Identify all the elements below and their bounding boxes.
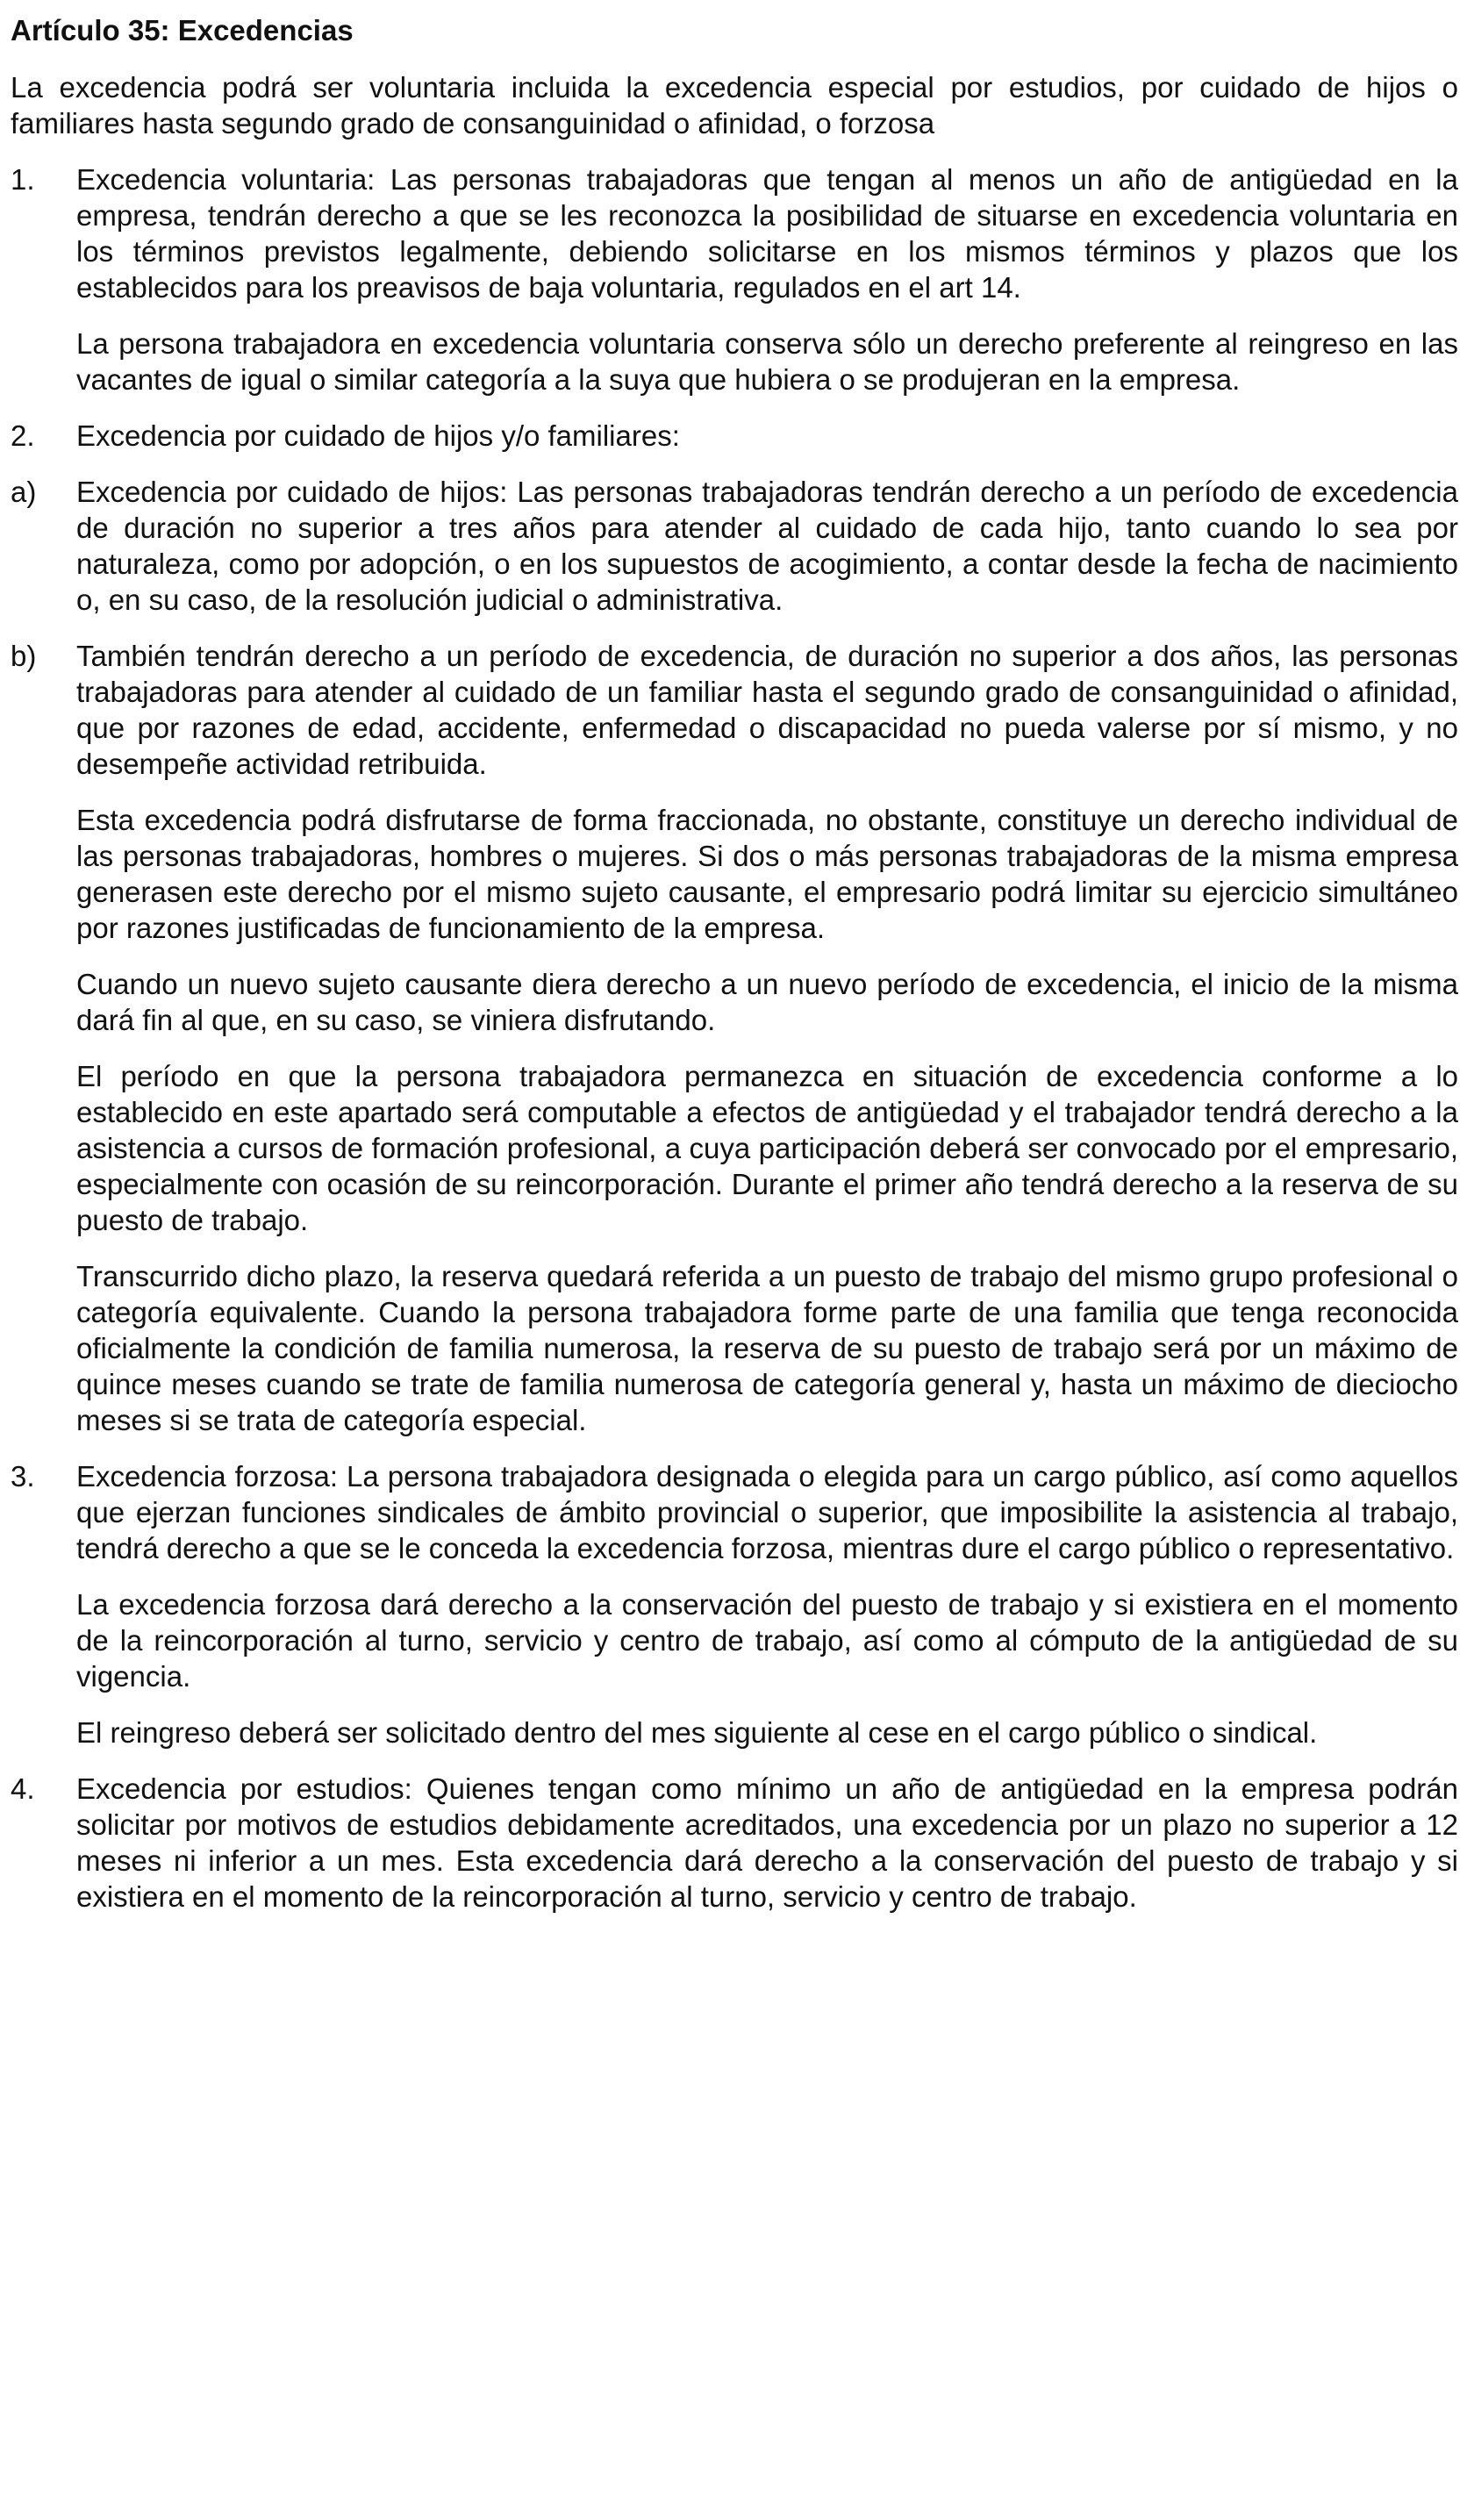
list-marker: 2.: [11, 419, 35, 452]
list-item-text: Excedencia por cuidado de hijos y/o familiares:: [76, 419, 680, 452]
list-item-text: También tendrán derecho a un período de excedencia, de duración no superior a dos años, las personas trabajadoras para atender al cuidado de un familiar hasta el segundo grado de consanguinidad o afinidad, que por razones de edad, accidente, enfermedad o discapacidad no pueda valerse por sí mismo, y no desempeñe actividad retribuida.: [76, 640, 1458, 780]
paragraph: Transcurrido dicho plazo, la reserva quedará referida a un puesto de trabajo del mismo grupo profesional o categoría equivalente. Cuando la persona trabajadora forme parte de una familia que tenga reconocida oficialmente la condición de familia numerosa, la reserva de su puesto de trabajo será por un máximo de quince meses cuando se trate de familia numerosa de categoría general y, hasta un máximo de dieciocho meses si se trata de categoría especial.: [76, 1260, 1458, 1436]
list-item-text: Excedencia voluntaria: Las personas trabajadoras que tengan al menos un año de antigüedad en la empresa, tendrán derecho a que se les reconozca la posibilidad de situarse en excedencia voluntaria en los términos previstos legalmente, debiendo solicitarse en los mismos términos y plazos que los establecidos para los preavisos de baja voluntaria, regulados en el art 14.: [76, 163, 1458, 304]
list-item-1: [11, 161, 1458, 305]
paragraph: La excedencia forzosa dará derecho a la conservación del puesto de trabajo y si existiera en el momento de la reincorporación al turno, servicio y centro de trabajo, así como al cómputo de la antigüedad de su vigencia.: [76, 1588, 1458, 1693]
list-marker: 3.: [11, 1460, 35, 1493]
list-marker: a): [11, 476, 37, 508]
list-marker: 4.: [11, 1772, 35, 1805]
paragraph: Esta excedencia podrá disfrutarse de forma fraccionada, no obstante, constituye un derecho individual de las personas trabajadoras, hombres o mujeres. Si dos o más personas trabajadoras de la misma empresa generasen este derecho por el mismo sujeto causante, el empresario podrá limitar su ejercicio simultáneo por razones justificadas de funcionamiento de la empresa.: [76, 804, 1458, 944]
list-item-4: [11, 1771, 1458, 1915]
intro-paragraph: La excedencia podrá ser voluntaria incluida la excedencia especial por estudios, por cuidado de hijos o familiares hasta segundo grado de consanguinidad o afinidad, o forzosa: [11, 71, 1458, 140]
article-title: Artículo 35: Excedencias: [11, 14, 354, 47]
list-item-text: Excedencia por estudios: Quienes tengan como mínimo un año de antigüedad en la empresa podrán solicitar por motivos de estudios debidamente acreditados, una excedencia por un plazo no superior a 12 meses ni inferior a un mes. Esta excedencia dará derecho a la conservación del puesto de trabajo y si existiera en el momento de la reincorporación al turno, servicio y centro de trabajo.: [76, 1772, 1458, 1913]
list-item-b: [11, 638, 1458, 782]
list-item-2: [11, 418, 1458, 454]
paragraph: La persona trabajadora en excedencia voluntaria conserva sólo un derecho preferente al reingreso en las vacantes de igual o similar categoría a la suya que hubiera o se produjeran en la empresa.: [76, 327, 1458, 396]
paragraph: El reingreso deberá ser solicitado dentro del mes siguiente al cese en el cargo público o sindical.: [76, 1716, 1318, 1749]
list-item-text: Excedencia por cuidado de hijos: Las personas trabajadoras tendrán derecho a un período de excedencia de duración no superior a tres años para atender al cuidado de cada hijo, tanto cuando lo sea por naturaleza, como por adopción, o en los supuestos de acogimiento, a contar desde la fecha de nacimiento o, en su caso, de la resolución judicial o administrativa.: [76, 476, 1458, 616]
list-item-text: Excedencia forzosa: La persona trabajadora designada o elegida para un cargo público, así como aquellos que ejerzan funciones sindicales de ámbito provincial o superior, que imposibilite la asistencia al trabajo, tendrá derecho a que se le conceda la excedencia forzosa, mientras dure el cargo público o representativo.: [76, 1460, 1458, 1564]
list-item-a: [11, 474, 1458, 618]
document-page: [11, 12, 1458, 1935]
list-marker: 1.: [11, 163, 35, 196]
list-item-3: [11, 1458, 1458, 1566]
list-marker: b): [11, 640, 37, 672]
paragraph: El período en que la persona trabajadora permanezca en situación de excedencia conforme a lo establecido en este apartado será computable a efectos de antigüedad y el trabajador tendrá derecho a la asistencia a cursos de formación profesional, a cuya participación deberá ser convocado por el empresario, especialmente con ocasión de su reincorporación. Durante el primer año tendrá derecho a la reserva de su puesto de trabajo.: [76, 1060, 1458, 1236]
paragraph: Cuando un nuevo sujeto causante diera derecho a un nuevo período de excedencia, el inicio de la misma dará fin al que, en su caso, se viniera disfrutando.: [76, 968, 1458, 1036]
